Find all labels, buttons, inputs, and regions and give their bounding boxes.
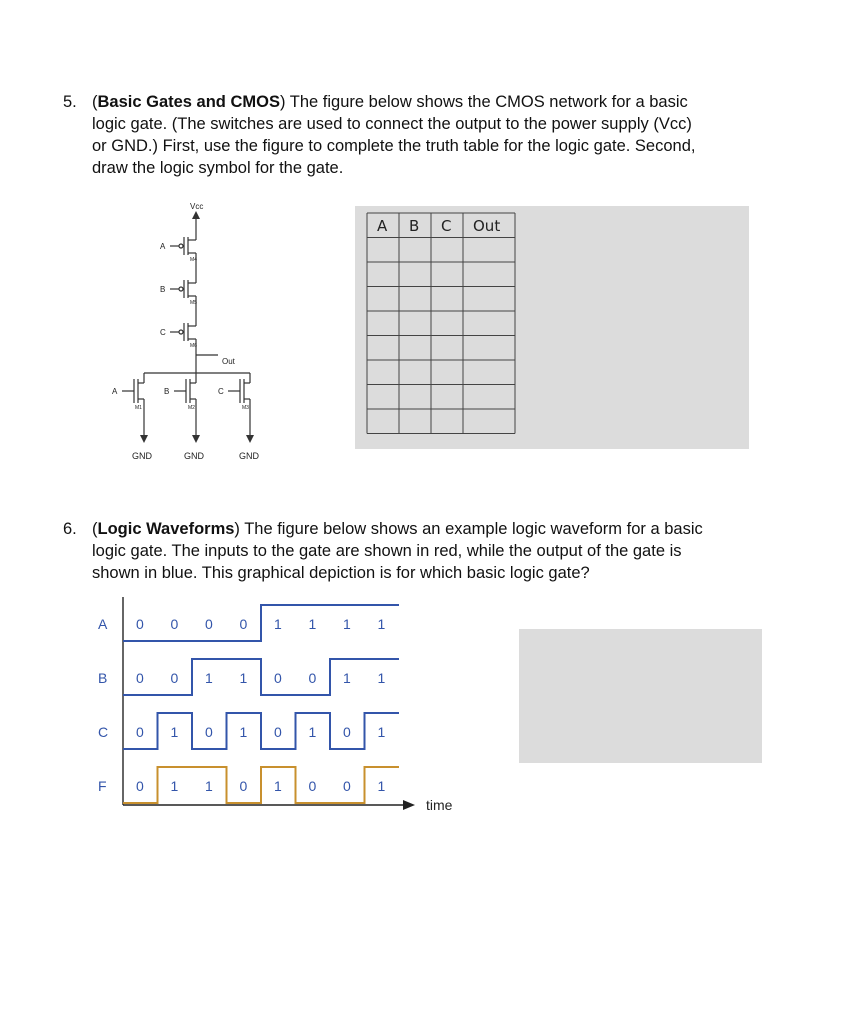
truth-table-header-out: Out	[473, 217, 501, 235]
m2-label: M2	[188, 405, 195, 411]
time-arrow-icon	[403, 800, 415, 810]
truth-table-header-a: A	[377, 217, 388, 235]
bit-b-1: 0	[170, 670, 179, 686]
bit-b-2: 1	[205, 670, 213, 686]
question-6-number: 6.	[63, 520, 77, 538]
waveform-c	[123, 713, 399, 749]
bit-b-4: 0	[274, 670, 282, 686]
question-6-line-1: ) The figure below shows an example logic waveform for a basic	[234, 520, 703, 538]
waveform-f	[123, 767, 399, 803]
bit-f-6: 0	[343, 778, 351, 794]
question-5-open-paren: (	[92, 93, 98, 111]
bit-a-1: 0	[170, 616, 179, 632]
gnd-label-2: GND	[184, 451, 204, 461]
m3-label: M3	[242, 405, 249, 411]
question-5-number: 5.	[63, 93, 77, 111]
bit-f-2: 1	[205, 778, 213, 794]
signal-label-a: A	[98, 616, 108, 632]
m6-label: M6	[190, 343, 197, 349]
question-5-line-2: logic gate. (The switches are used to connect the output to the power supply (Vcc)	[92, 115, 692, 133]
bit-c-2: 0	[205, 724, 213, 740]
bit-f-3: 0	[239, 778, 248, 794]
bit-a-0: 0	[136, 616, 144, 632]
bit-a-5: 1	[308, 616, 317, 632]
question-5-title: Basic Gates and CMOS	[97, 93, 280, 111]
truth-table[interactable]	[355, 206, 749, 449]
waveform-a	[123, 605, 399, 641]
bit-a-2: 0	[205, 616, 213, 632]
pmos-input-c-label: C	[160, 328, 166, 337]
bit-c-7: 1	[377, 724, 386, 740]
nmos-input-c-label: C	[218, 387, 224, 396]
waveform-b	[123, 659, 399, 695]
logic-waveform	[85, 595, 475, 820]
bit-f-4: 1	[274, 778, 282, 794]
pmos-input-a-label: A	[160, 242, 166, 251]
bit-b-7: 1	[377, 670, 386, 686]
answer-box[interactable]	[519, 629, 762, 763]
m4-label: M4	[190, 257, 197, 263]
truth-table-header-b: B	[409, 217, 420, 235]
question-6	[63, 518, 793, 584]
nmos-input-b-label: B	[164, 387, 170, 396]
bit-f-7: 1	[377, 778, 386, 794]
vcc-label: Vcc	[190, 202, 204, 211]
bit-c-4: 0	[274, 724, 282, 740]
question-6-text	[92, 518, 793, 584]
gnd-label-3: GND	[239, 451, 259, 461]
out-label: Out	[222, 357, 235, 366]
bit-a-6: 1	[343, 616, 351, 632]
question-5-text	[92, 91, 793, 179]
question-5	[63, 91, 793, 179]
m1-label: M1	[135, 405, 142, 411]
bit-c-6: 0	[343, 724, 351, 740]
question-6-line-2: logic gate. The inputs to the gate are shown in red, while the output of the gate is	[92, 542, 682, 560]
bit-f-0: 0	[136, 778, 144, 794]
bit-c-3: 1	[239, 724, 248, 740]
bit-c-5: 1	[308, 724, 317, 740]
nmos-input-a-label: A	[112, 387, 118, 396]
signal-label-f: F	[98, 778, 107, 794]
bit-a-7: 1	[377, 616, 386, 632]
signal-label-c: C	[98, 724, 109, 740]
question-6-title: Logic Waveforms	[97, 520, 235, 538]
question-6-line-3: shown in blue. This graphical depiction is for which basic logic gate?	[92, 564, 590, 582]
question-5-line-3: or GND.) First, use the figure to complete the truth table for the logic gate. Second,	[92, 137, 696, 155]
bit-a-4: 1	[274, 616, 282, 632]
gnd-label-1: GND	[132, 451, 152, 461]
m5-label: M5	[190, 300, 197, 306]
question-6-open-paren: (	[92, 520, 98, 538]
bit-b-5: 0	[308, 670, 317, 686]
question-5-line-4: draw the logic symbol for the gate.	[92, 159, 344, 177]
signal-label-b: B	[98, 670, 108, 686]
bit-b-0: 0	[136, 670, 144, 686]
bit-c-1: 1	[170, 724, 179, 740]
question-5-line-1: ) The figure below shows the CMOS network for a basic	[279, 93, 688, 111]
bit-f-1: 1	[170, 778, 179, 794]
bit-f-5: 0	[308, 778, 317, 794]
bit-b-6: 1	[343, 670, 351, 686]
pmos-input-b-label: B	[160, 285, 166, 294]
cmos-schematic	[100, 195, 290, 470]
truth-table-header-c: C	[441, 217, 452, 235]
bit-a-3: 0	[239, 616, 248, 632]
bit-b-3: 1	[239, 670, 248, 686]
time-label: time	[426, 797, 453, 813]
bit-c-0: 0	[136, 724, 144, 740]
